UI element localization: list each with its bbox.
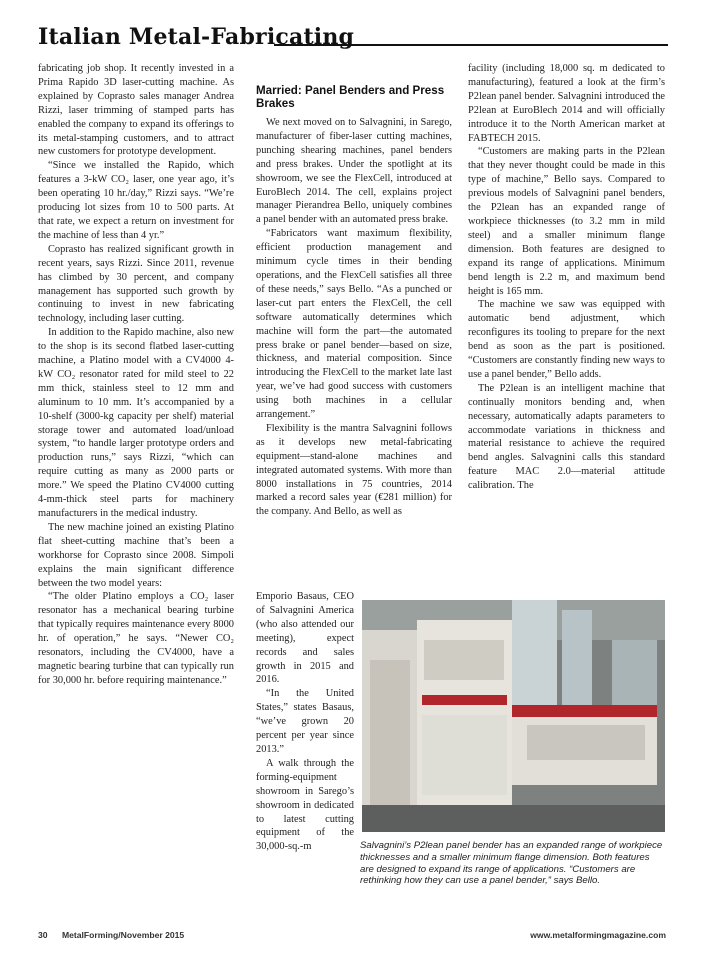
paragraph: facility (including 18,000 sq. m dedicated to manufacturing), featured a look at the firm’s P2lean panel bender. Salvagnini introduced the P2lean at EuroBlech 2014 and will officially introduce it to the North American market at FABTECH 2015.: [468, 63, 665, 144]
header-rule: [274, 44, 668, 46]
photo-caption: Salvagnini’s P2lean panel bender has an expanded range of workpiece thicknesses and a smaller minimum flange dimension. Both features are designed to expand its range of applications. “Customers are rethinking how they can use a panel bender,” says Bello.: [360, 840, 663, 887]
paragraph: “In the United States,” states Basaus, “we’ve grown 20 percent per year since 2013.”: [256, 688, 354, 755]
page-number: 30: [38, 930, 48, 940]
publication-name: MetalForming/November 2015: [61, 930, 185, 940]
column-2: [256, 62, 452, 519]
paragraph: We next moved on to Salvagnini, in Sarego, manufacturer of fiber-laser cutting machines, punching shearing machines, panel benders and press brakes. Under the spotlight at its showroom, we see the FlexCell, introduced at EuroBlech 2014. The cell, explains project manager Pierandrea Bello, uniquely combines a panel bender with an automated press brake.: [256, 117, 452, 226]
paragraph: A walk through the forming-equipment showroom in Sarego’s showroom in dedicated to latest cutting equipment of the 30,000-sq.-m: [256, 757, 354, 853]
paragraph: The P2lean is an intelligent machine that continually monitors bending and, when necessary, automatically adapts parameters to accommodate variations in thickness and material resistance to achieve the required bend angles. Salvagnini calls this standard feature MAC 2.0—material attitude calibration. The: [468, 382, 665, 492]
column-1: [38, 62, 234, 688]
panel-bender-photo: [362, 600, 665, 832]
footer-left: [38, 930, 184, 940]
subhead: Married: Panel Benders and Press Brakes: [256, 84, 445, 110]
paragraph: fabricating job shop. It recently invested in a Prima Rapido 3D laser-cutting machine. As explained by Coprasto sales manager Andrea Rizzi, laser trimming of stamped parts has enabled the company to expand its offerings to its metal-stamping customers, and to attract new customers for prototype development.: [38, 63, 234, 158]
paragraph: The new machine joined an existing Platino flat sheet-cutting machine that’s been a workhorse for Coprasto since 2008. Simpoli explains the main significant difference between the two model years:: [38, 521, 234, 589]
paragraph: Emporio Basaus, CEO of Salvagnini America (who also attended our meeting), expect records and sales growth in 2015 and 2016.: [256, 591, 354, 686]
paragraph: Flexibility is the mantra Salvagnini follows as it develops new metal-fabricating equipment—stand-alone machines and integrated automated systems. With more than 8000 installations in 75 countries, 2014 marked a record sales year (€281 million) for the company. And Bello, as well as: [256, 422, 452, 518]
photo-illustration: [362, 600, 665, 832]
paragraph: In addition to the Rapido machine, also new to the shop is its second flatbed laser-cutting machine, a Platino model with a CV4000 4-kW CO₂ resonator rated for mild steel to 22 mm thick, stainless steel to 12 mm and aluminum to 10 mm. It’s accompanied by a 10-shelf (3000-kg capacity per shelf) material storage tower and automated load/unload system, “to handle larger prototype orders and production runs,” says Rizzi, “which can require cutting as many as 2000 parts or more.” We speed the Platino CV4000 cutting 4-mm-thick steel parts for machinery manufacturers in the medical industry.: [38, 327, 234, 519]
paragraph: “The older Platino employs a CO₂ laser resonator has a mechanical bearing turbine that typically requires maintenance every 8000 hr. of operation,” he says. “Newer CO₂ resonators, including the CV4000, have a magnetic bearing turbine that can typically run for 30,000 hr. before requiring maintenance.”: [38, 591, 234, 686]
section-title: Italian Metal-Fabricating: [38, 24, 355, 50]
paragraph: “Customers are making parts in the P2lean that they never thought could be made in this type of machine,” Bello says. Compared to previous models of Salvagnini panel benders, the P2lean has an expanded range of workpiece thicknesses (to 3.2 mm in mild steel) and a smaller minimum flange dimension. Both features are designed to expand its range of applications. Minimum bend length is 2.2 m, and maximum bend height is 165 mm.: [468, 146, 665, 297]
paragraph: “Since we installed the Rapido, which features a 3-kW CO₂ laser, one year ago, it’s been operating 10 hr./day,” Rizzi says. “We’re producing lot sizes from 10 to 500 parts. At that rate, we expect a return on investment for the machine of less than 4 yr.”: [38, 160, 234, 241]
paragraph: Coprasto has realized significant growth in recent years, says Rizzi. Since 2011, revenue has climbed by 30 percent, and company management has supported such growth by continuing to invest in new fabricating technology, including laser cutting.: [38, 243, 234, 325]
column-2-wrap: [256, 590, 354, 854]
column-3: [468, 62, 665, 493]
footer-website[interactable]: www.metalformingmagazine.com: [530, 930, 666, 940]
paragraph: “Fabricators want maximum flexibility, efficient production management and minimum cycle times in their bending operations, and the FlexCell satisfies all three of these needs,” says Bello. “As a punched or laser-cut part enters the FlexCell, the cell software automatically determines which machine will form the part—the automated press brake or panel bender—based on size, thickness, and material composition. Since introducing the FlexCell to the market late last year, we’ve had good success with customers using both machines in a cellular arrangement.”: [256, 228, 452, 421]
page-header: [38, 24, 668, 54]
paragraph: The machine we saw was equipped with automatic bend adjustment, which reconfigures its tooling to prepare for the next bend as soon as the part is positioned. “Customers are constantly finding new ways to use a panel bender,” Bello adds.: [468, 299, 665, 380]
